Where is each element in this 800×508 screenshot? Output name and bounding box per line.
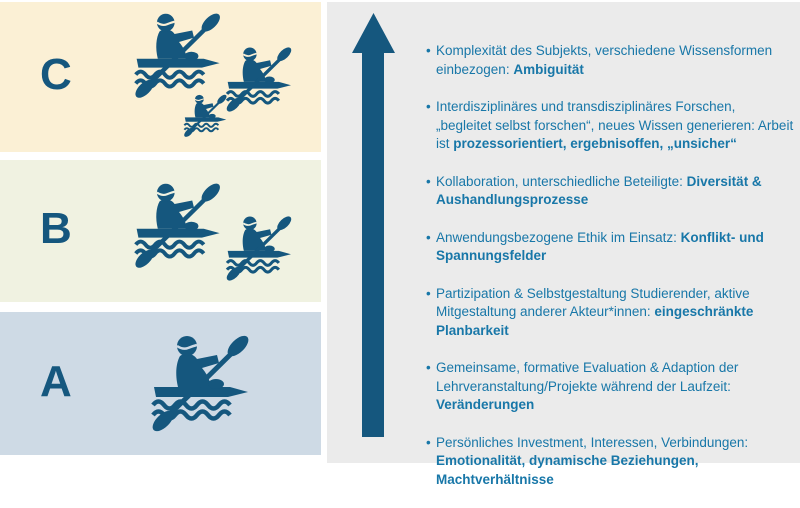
band-label: B: [40, 204, 72, 254]
complexity-panel: [327, 2, 800, 487]
bullet-text: Partizipation & Selbstgestaltung Studierender, aktive Mitgestaltung anderer Akteur*innen:: [436, 285, 750, 319]
bullet-emphasis: Konflikt- und Spannungsfelder: [436, 229, 764, 263]
bullet-item: [426, 434, 794, 490]
band-label: C: [40, 50, 72, 100]
level-band-c: [0, 2, 321, 152]
bullet-text: Persönliches Investment, Interessen, Verbindungen:: [436, 434, 749, 450]
bullet-text: Interdisziplinäres und transdisziplinäres Forschen, „begleitet selbst forschen“, neues Wissen generieren: Arbeit ist: [436, 99, 794, 151]
kayaker-icon: [133, 182, 225, 272]
bullet-emphasis: Veränderungen: [436, 397, 535, 412]
bullet-text: Anwendungsbezogene Ethik im Einsatz:: [436, 229, 681, 245]
bullet-marker: •: [426, 285, 431, 301]
bullet-marker: •: [426, 434, 431, 450]
bullet-emphasis: Emotionalität, dynamische Beziehungen, Machtverhältnisse: [436, 453, 699, 487]
bullet-text: Komplexität des Subjekts, verschiedene Wissensformen einbezogen:: [436, 43, 773, 77]
bullet-emphasis: eingeschränkte Planbarkeit: [436, 304, 754, 338]
bullet-list: [426, 42, 794, 508]
bullet-emphasis: Diversität & Aushandlungsprozesse: [436, 173, 762, 207]
level-band-a: [0, 312, 321, 455]
bullet-item: [426, 173, 794, 210]
bullet-item: [426, 359, 794, 415]
bullet-marker: •: [426, 229, 431, 245]
bullet-text: Kollaboration, unterschiedliche Beteiligte:: [436, 173, 687, 189]
bullet-emphasis: Ambiguität: [513, 61, 584, 77]
kayaker-icon: [133, 12, 225, 102]
band-label: A: [40, 356, 72, 406]
bullet-marker: •: [426, 173, 431, 189]
bullet-item: [426, 229, 794, 266]
kayaker-icon: [183, 94, 229, 139]
bullet-text: Gemeinsame, formative Evaluation & Adaption der Lehrveranstaltung/Projekte während der Laufzeit:: [436, 360, 739, 394]
bullet-marker: •: [426, 99, 431, 114]
bullet-item: [426, 285, 794, 341]
kayaker-icon: [225, 46, 295, 115]
bullet-emphasis: prozessorientiert, ergebnisoffen, „unsicher“: [453, 136, 737, 151]
bullet-marker: •: [426, 43, 431, 58]
up-arrow-icon: [352, 13, 395, 437]
bullet-item: [426, 42, 794, 79]
bullet-marker: •: [426, 360, 431, 375]
bullet-item: [426, 98, 794, 154]
kayaker-icon: [150, 334, 254, 436]
kayaker-icon: [225, 215, 295, 284]
level-band-b: [0, 160, 321, 302]
